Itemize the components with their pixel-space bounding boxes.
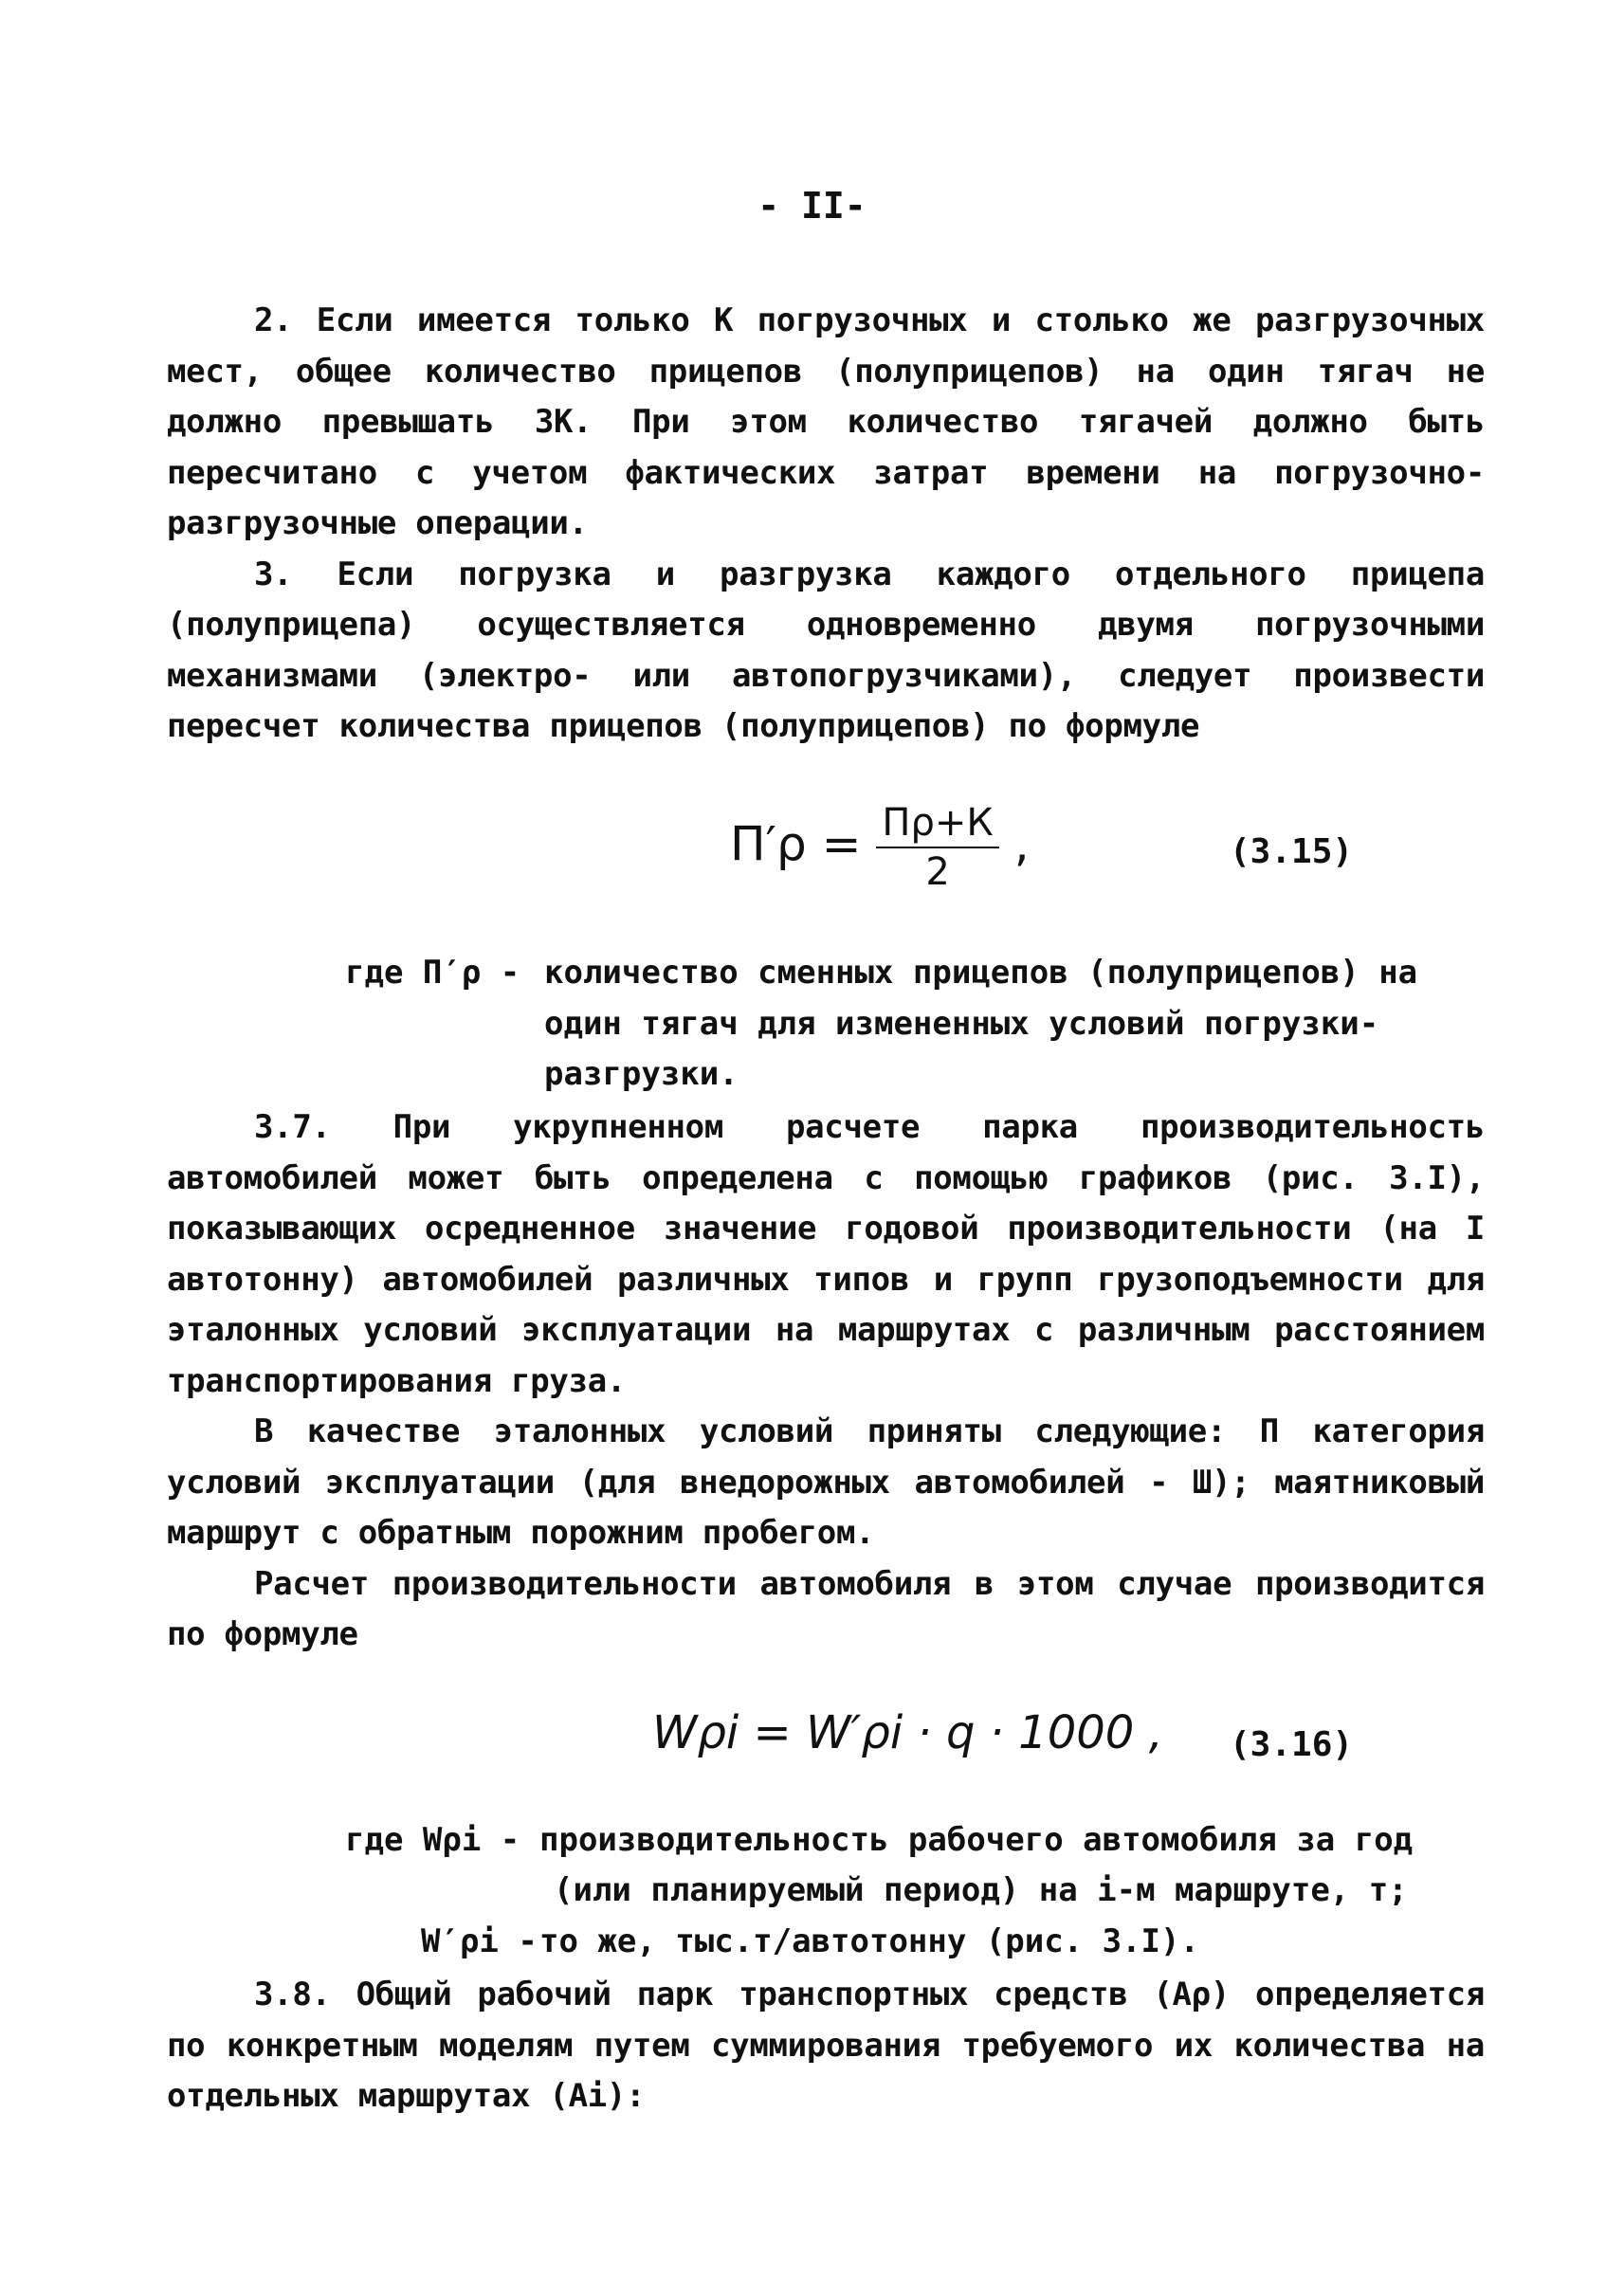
formula-3-15-numerator: Пρ+К (876, 801, 998, 848)
formula-3-15-lhs: П′ρ = (730, 816, 862, 872)
formula-3-15-fraction (876, 801, 998, 894)
paragraph-calc: Расчет производительности автомобиля в этом случае производится по формуле (167, 1564, 1485, 1653)
definition-3-16-lead-2: W′ρi - (421, 1922, 538, 1960)
paragraph-2: 2. Если имеется только К погрузочных и столько же разгрузочных мест, общее количество прицепов (полуприцепов) на один тягач не должно превышать 3К. При этом количество тягачей должно быть пересчитано с учетом фактических затрат времени на погрузочно-разгрузочные операции. (167, 301, 1485, 542)
definition-3-15-lead: где П′ρ - (345, 954, 520, 992)
formula-3-15-denominator: 2 (925, 850, 950, 894)
page-number: - II- (757, 185, 867, 227)
formula-3-15 (730, 801, 1030, 894)
definition-3-16 (345, 1815, 1502, 1976)
body-text-bottom (167, 1970, 1485, 2122)
definition-3-16-lead-1: где Wρi - (345, 1821, 520, 1859)
paragraph-3-7: 3.7. При укрупненном расчете парка производительность автомобилей может быть определена с помощью графиков (рис. 3.I), показывающих осредненное значение годовой производительности (на I автотонну) автомобилей различных типов и групп грузоподъемности для эталонных условий эксплуатации на маршрутах с различным расстоянием транспортирования груза. (167, 1108, 1485, 1400)
paragraph-3-8: 3.8. Общий рабочий парк транспортных средств (Аρ) определяется по конкретным моделям путем суммирования требуемого их количества на отдельных маршрутах (Аi): (167, 1976, 1485, 2115)
equation-number-3-16: (3.16) (1230, 1725, 1354, 1764)
equation-number-3-15: (3.15) (1230, 832, 1354, 871)
paragraph-etalon: В качестве эталонных условий приняты следующие: П категория условий эксплуатации (для внедорожных автомобилей - Ш); маятниковый маршрут с обратным порожним пробегом. (167, 1412, 1485, 1552)
definition-3-16-line-2: (или планируемый период) на i-м маршруте, т; (554, 1871, 1408, 1909)
definition-3-15-text: количество сменных прицепов (полуприцепов) на один тягач для измененных условий погрузки-разгрузки. (544, 954, 1418, 1093)
definition-3-15 (345, 948, 1502, 1109)
paragraph-3: 3. Если погрузка и разгрузка каждого отдельного прицепа (полуприцепа) осуществляется одновременно двумя погрузочными механизмами (электро- или автопогрузчиками), следует произвести пересчет количества прицепов (полуприцепов) по формуле (167, 555, 1485, 745)
definition-3-16-line-3: то же, тыс.т/автотонну (рис. 3.I). (539, 1922, 1199, 1960)
formula-3-15-trail: , (1013, 816, 1030, 872)
body-text-top (167, 296, 1485, 753)
definition-3-16-line-1: производительность рабочего автомобиля за год (539, 1821, 1414, 1859)
body-text-middle (167, 1102, 1485, 1661)
formula-3-16: Wρi = W′ρi · q · 1000 , (652, 1706, 1163, 1759)
